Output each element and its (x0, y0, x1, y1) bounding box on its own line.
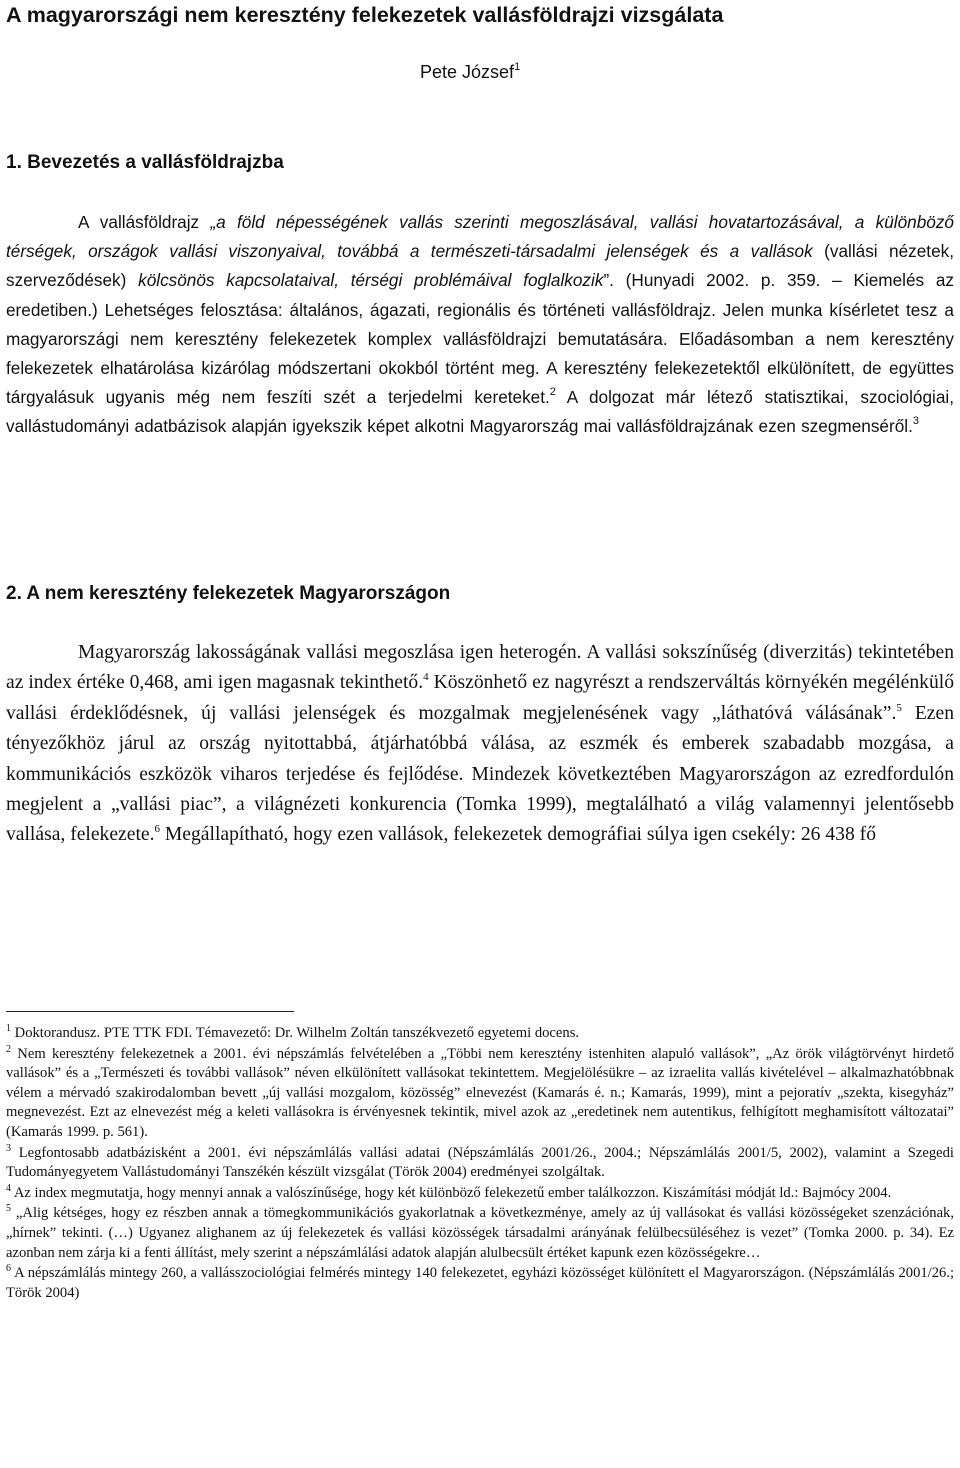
footnote-number: 4 (6, 1182, 11, 1194)
footnote-ref-6: 6 (154, 823, 160, 836)
footnotes (6, 1024, 954, 1303)
footnote-text: A népszámlálás mintegy 260, a vallásszociológiai felmérés mintegy 140 felekezetet, egyházi közösséget különített el Magyarországon. (Népszámlálás 2001/26.; Török 2004) (6, 1265, 955, 1301)
footnote-ref-2: 2 (549, 386, 556, 399)
footnote-ref-4: 4 (423, 671, 429, 684)
footnote-text: Doktorandusz. PTE TTK FDI. Témavezető: Dr. Wilhelm Zoltán tanszékvezető egyetemi docens. (14, 1025, 580, 1041)
section-1-heading: 1. Bevezetés a vallásföldrajzba (6, 152, 284, 173)
author-name: Pete József (420, 62, 515, 82)
paper-title: A magyarországi nem keresztény felekezetek vallásföldrajzi vizsgálata (6, 3, 724, 27)
footnote-ref-5: 5 (896, 701, 902, 714)
footnote-5 (6, 1204, 954, 1263)
footnote-2 (6, 1045, 954, 1143)
footnote-3 (6, 1144, 954, 1183)
footnote-number: 1 (6, 1023, 11, 1034)
footnote-number: 5 (6, 1203, 11, 1215)
footnote-number: 2 (6, 1043, 11, 1055)
footnote-ref-3: 3 (912, 415, 919, 428)
footnote-text: Az index megmutatja, hogy mennyi annak a valószínűsége, hogy két különböző felekezetű ember találkozzon. Kiszámítási módját ld.: Bajmócy 2004. (13, 1184, 892, 1201)
footnote-4 (6, 1184, 954, 1204)
footnote-text: „Alig kétséges, hogy ez részben annak a tömegkommunikációs gyakorlatnak a következménye, amely az új vallásokat és vallási közösségeket szenzációnak, „hírnek” tekinti. (…) Ugyanez alighanem az új felekezetek és vallási közösségek társadalmi arányának felülbecsüléséhez is vezet” (Tomka 2000. p. 34). Ez azonban nem zárja ki a fenti állítást, mely szerint a népszámlálási adatok alapján alulbecsült értéket kapunk ezen közösségekre… (6, 1205, 954, 1261)
footnote-number: 3 (6, 1142, 11, 1154)
section-2-paragraph: Magyarország lakosságának vallási megoszlása igen heterogén. A vallási sokszínűség (diverzitás) tekintetében az index értéke 0,468, ami igen magasnak tekinthető.$^4$ Köszönhető ez nagyrészt a rendszerváltás környékén megélénkülő vallási érdeklődésnek, új vallási jelenségek és mozgalmak megjelenésének vagy „láthatóvá válásának”.$^5$ Ezen tényezőkhöz járul az ország nyitottabbá, átjárhatóbbá válása, az eszmék és emberek szabadabb mozgása, a kommunikációs eszközök viharos terjedése és fejlődése. Mindezek következtében Magyarországon az ezredfordulón megjelent a „vallási piac”, a világnézeti konkurencia (Tomka 1999), megtalálható a világ valamennyi jelentősebb vallása, felekezete.$^6$ Megállapítható, hogy ezen vallások, felekezetek demográfiai súlya igen csekély: 26 438 fő (6, 642, 954, 846)
author-footnote-ref: 1 (514, 61, 521, 73)
author-line (420, 60, 520, 84)
footnote-text: Nem keresztény felekezetnek a 2001. évi népszámlás felvételében a „Többi nem keresztény istenhiten alapuló vallások”, „Az örök világtörvényt hirdető vallások” és a „Természeti és további vallások” néven elkülönített vallásokat tekintettem. Megjelölésükre – az izraelita vallás kivételével – alkalmazhatóbbnak vélem a mérvadó szakirodalomban bevett „új vallási mozgalom, közösség” elnevezést (Kamarás é. n.; Kamarás, 1999), mint a pejoratív „szekta, kisegyház” megnevezést. Ezt az elnevezést még a keleti vallásokra is érvényesnek tekintik, mivel azok az „eredetinek nem autentikus, felhígított meghamisított változatai” (Kamarás 1999. p. 561). (6, 1045, 954, 1140)
footnote-text: Legfontosabb adatbázisként a 2001. évi népszámlálás vallási adatai (Népszámlálás 2001/26., 2004.; Népszámlálás 2001/5, 2002), valamint a Szegedi Tudományegyetem Vallástudományi Tanszékén készült vizsgálat (Török 2004) eredményei szolgáltak. (6, 1144, 954, 1181)
definition-quote-cont: kölcsönös kapcsolataival, térségi problémáival foglalkozik (138, 270, 604, 291)
section-2-heading: 2. A nem keresztény felekezetek Magyarországon (6, 583, 451, 604)
footnote-number: 6 (6, 1263, 11, 1275)
footnote-separator (6, 1011, 294, 1012)
footnote-1 (6, 1024, 954, 1044)
section-1-paragraph: A vallásföldrajz „a föld népességének vallás szerinti megoszlásával, vallási hovatartozásával, a különböző térségek, országok vallási viszonyaival, továbbá a természeti-társadalmi jelenségek és a vallások (vallási nézetek, szerveződések) kölcsönös kapcsolataival, térségi problémáival foglalkozik”. (Hunyadi 2002. p. 359. – Kiemelés az eredetiben.) Lehetséges felosztása: általános, ágazati, regionális és történeti vallásföldrajz. Jelen munka kísérletet tesz a magyarországi nem keresztény felekezetek komplex vallásföldrajzi bemutatására. Előadásomban a nem keresztény felekezetek elhatárolása kizárólag módszertani okokból történt meg. A keresztény felekezetektől elkülönített, de együttes tárgyalásuk ugyanis még nem feszíti szét a terjedelmi kereteket.$^2$ A dolgozat már létező statisztikai, szociológiai, vallástudományi adatbázisok alapján igyekszik képet alkotni Magyarország mai vallásföldrajzának ezen szegmenséről.$^3$ (6, 212, 955, 437)
footnote-6 (6, 1264, 954, 1303)
definition-quote: „a föld népességének vallás szerinti megoszlásával, vallási hovatartozásával, a különböző térségek, országok vallási viszonyaival, továbbá a természeti-társadalmi jelenségek és a vallások (6, 212, 954, 262)
